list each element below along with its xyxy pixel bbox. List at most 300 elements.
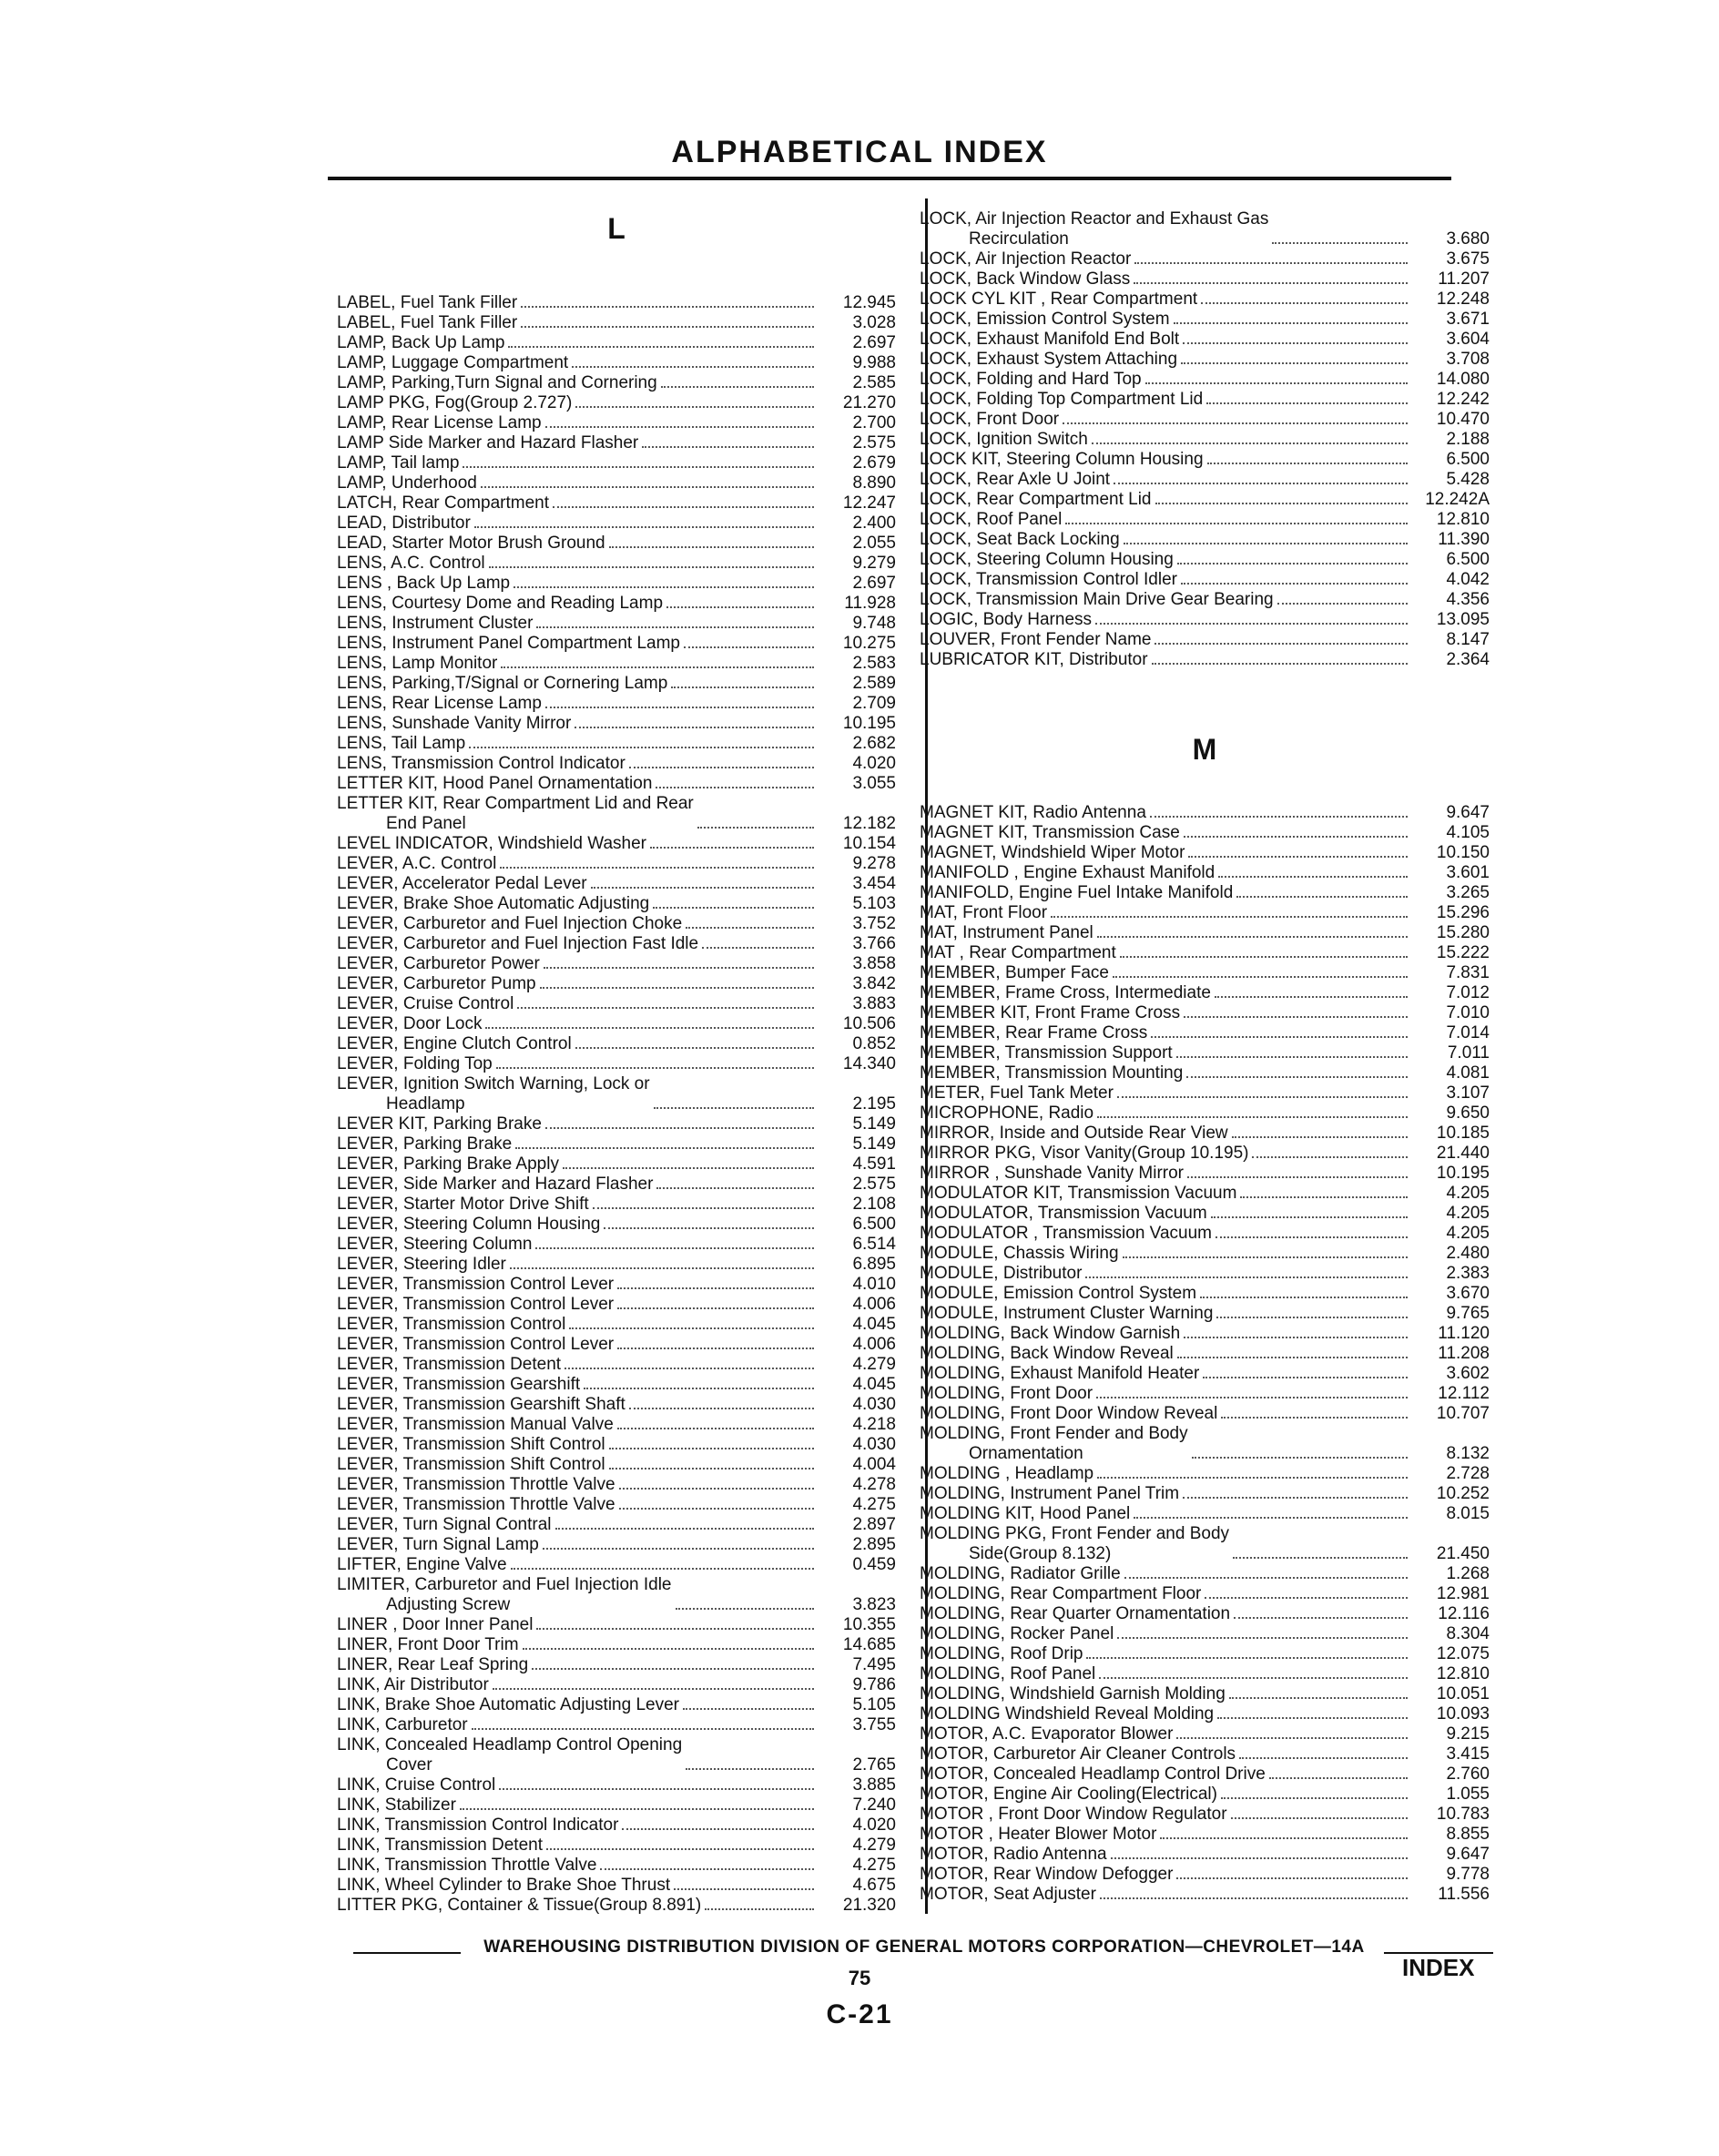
leader-dots (584, 1388, 814, 1389)
index-entry (337, 974, 896, 994)
leader-dots (1217, 1717, 1408, 1719)
entry-label: LAMP, Rear License Lamp (337, 413, 542, 432)
leader-dots (511, 1568, 814, 1570)
right-column (920, 209, 1490, 1905)
index-entry (920, 943, 1490, 963)
index-entry (337, 473, 896, 493)
index-entry (920, 1063, 1490, 1083)
index-entry (920, 1584, 1490, 1604)
leader-dots (656, 787, 814, 788)
entry-number: 11.556 (1438, 1885, 1490, 1904)
entry-number: 7.240 (852, 1795, 896, 1815)
leader-dots (545, 426, 814, 428)
leader-dots (619, 1508, 814, 1510)
entry-label: MODULE, Emission Control System (920, 1284, 1197, 1303)
leader-dots (1183, 1497, 1408, 1499)
entry-label: LEAD, Distributor (337, 514, 471, 533)
entry-number: 21.270 (842, 393, 896, 412)
entry-number: 4.030 (852, 1435, 896, 1454)
entry-label: LOCK KIT, Steering Column Housing (920, 450, 1204, 469)
index-entry (920, 1564, 1490, 1584)
entry-label: LAMP, Parking,Turn Signal and Cornering (337, 373, 657, 392)
index-entry (337, 1715, 896, 1735)
entry-number: 4.004 (852, 1455, 896, 1474)
entry-number: 7.010 (1446, 1003, 1490, 1022)
index-entry (920, 963, 1490, 983)
leader-dots (545, 1127, 814, 1129)
index-entry (337, 1215, 896, 1235)
entry-number: 10.150 (1436, 843, 1490, 862)
entry-number: 12.248 (1436, 290, 1490, 309)
entry-label-line2: Side(Group 8.132) (969, 1544, 1112, 1563)
index-entry (337, 1235, 896, 1255)
entry-label: LEVER, Transmission Gearshift (337, 1375, 581, 1394)
entry-label: LINK, Transmission Detent (337, 1836, 543, 1855)
entry-label: LEVER, Parking Brake (337, 1134, 513, 1154)
entry-number: 2.195 (852, 1094, 896, 1114)
entry-label: MAGNET KIT, Transmission Case (920, 823, 1180, 842)
entry-label: MODULE, Chassis Wiring (920, 1244, 1119, 1263)
leader-dots (1200, 1297, 1408, 1298)
leader-dots (1184, 836, 1408, 838)
leader-dots (572, 366, 814, 368)
entry-number: 12.810 (1436, 1664, 1490, 1683)
leader-dots (1111, 1857, 1408, 1859)
leader-dots (1211, 1216, 1408, 1218)
entry-label: LOCK, Transmission Control Idler (920, 570, 1177, 589)
entry-number: 12.116 (1438, 1604, 1490, 1623)
index-entry (920, 1384, 1490, 1404)
index-entry (337, 614, 896, 634)
entry-number: 14.340 (842, 1054, 896, 1073)
index-entry (920, 1244, 1490, 1264)
entry-label: LEVER, Steering Column (337, 1235, 533, 1254)
index-entry (920, 1324, 1490, 1344)
index-entry (920, 350, 1490, 370)
leader-dots (1120, 956, 1408, 958)
index-entry (920, 1184, 1490, 1204)
entry-number: 9.786 (852, 1675, 896, 1694)
index-entry (337, 894, 896, 914)
entry-label: LINK, Air Distributor (337, 1675, 489, 1694)
entry-label: LABEL, Fuel Tank Filler (337, 293, 518, 312)
index-entry (337, 493, 896, 514)
index-entry (337, 1195, 896, 1215)
index-entry (920, 490, 1490, 510)
entry-label: MIRROR , Sunshade Vanity Mirror (920, 1164, 1185, 1183)
leader-dots (676, 1608, 814, 1610)
leader-dots (565, 1368, 814, 1369)
entry-label: MAT, Instrument Panel (920, 923, 1093, 942)
entry-label: MOTOR, Seat Adjuster (920, 1885, 1096, 1904)
entry-label: LEVER, Transmission Throttle Valve (337, 1475, 615, 1494)
index-entry (920, 1624, 1490, 1644)
index-entry (920, 1304, 1490, 1324)
page-title: ALPHABETICAL INDEX (671, 135, 1048, 169)
entry-label: LAMP, Underhood (337, 473, 477, 493)
leader-dots (474, 526, 814, 528)
index-entry (337, 1876, 896, 1896)
entry-label (337, 1074, 650, 1114)
leader-dots (521, 306, 814, 308)
leader-dots (1152, 663, 1408, 665)
index-entry (920, 390, 1490, 410)
index-entry (920, 630, 1490, 650)
entry-number: 10.783 (1436, 1805, 1490, 1824)
entry-label: MOTOR, Radio Antenna (920, 1845, 1107, 1864)
index-entry (920, 803, 1490, 823)
leader-dots (674, 1888, 814, 1890)
entry-label: MOTOR , Heater Blower Motor (920, 1825, 1157, 1844)
index-entry (337, 1034, 896, 1054)
entry-number: 4.006 (852, 1335, 896, 1354)
entry-label-line2: Adjusting Screw (386, 1595, 511, 1614)
entry-number: 4.205 (1446, 1204, 1490, 1223)
entry-label: LEVER, Steering Idler (337, 1255, 506, 1274)
entry-label: MODULATOR , Transmission Vacuum (920, 1224, 1212, 1243)
entry-number: 10.195 (842, 714, 896, 733)
entry-label: LINK, Transmission Throttle Valve (337, 1856, 597, 1875)
index-entry (337, 794, 896, 834)
index-entry (920, 430, 1490, 450)
entry-label: MAT , Rear Compartment (920, 943, 1116, 962)
entry-label: LEVER, A.C. Control (337, 854, 497, 873)
entry-label: LEVER KIT, Parking Brake (337, 1114, 542, 1134)
entry-label (337, 794, 694, 834)
entry-number: 11.390 (1438, 530, 1490, 549)
entry-label: MOLDING, Back Window Reveal (920, 1344, 1174, 1363)
entry-label: LENS, Tail Lamp (337, 734, 466, 753)
index-entry (337, 1014, 896, 1034)
index-entry (920, 1744, 1490, 1764)
index-entry (337, 1615, 896, 1635)
entry-label: LIFTER, Engine Valve (337, 1555, 507, 1574)
entry-label: LEVER, Cruise Control (337, 994, 514, 1013)
leader-dots (705, 1908, 814, 1910)
index-entry (337, 1856, 896, 1876)
entry-label: LOCK, Ignition Switch (920, 430, 1088, 449)
entry-number: 10.506 (842, 1014, 896, 1033)
entry-number: 3.028 (852, 313, 896, 332)
entry-label: LEVER, Transmission Control Lever (337, 1275, 615, 1294)
index-entry (337, 1114, 896, 1134)
entry-label: LINK, Wheel Cylinder to Brake Shoe Thrust (337, 1876, 671, 1895)
leader-dots (1201, 302, 1408, 304)
leader-dots (1174, 322, 1408, 324)
index-entry (337, 353, 896, 373)
index-list-right-m (920, 803, 1490, 1905)
entry-label: MOLDING, Instrument Panel Trim (920, 1484, 1180, 1503)
leader-dots (609, 1448, 814, 1449)
entry-number: 2.589 (852, 674, 896, 693)
entry-label: LEVEL INDICATOR, Windshield Washer (337, 834, 646, 853)
leader-dots (671, 686, 814, 688)
entry-number: 4.105 (1446, 823, 1490, 842)
entry-label: MEMBER, Frame Cross, Intermediate (920, 983, 1211, 1002)
entry-number: 4.020 (852, 754, 896, 773)
leader-dots (517, 1007, 814, 1009)
entry-number: 3.671 (1446, 310, 1490, 329)
leader-dots (1134, 1517, 1408, 1519)
leader-dots (544, 967, 814, 969)
leader-dots (1192, 1457, 1408, 1459)
entry-label: LETTER KIT, Hood Panel Ornamentation (337, 774, 653, 793)
entry-label: LENS, Transmission Control Indicator (337, 754, 626, 773)
index-entry (337, 1255, 896, 1275)
entry-number: 9.748 (852, 614, 896, 633)
leader-dots (1123, 1256, 1408, 1258)
entry-number: 10.093 (1436, 1704, 1490, 1724)
entry-label-line1: LEVER, Ignition Switch Warning, Lock or (337, 1074, 650, 1093)
entry-label: LEVER, Transmission Throttle Valve (337, 1495, 615, 1514)
entry-label: LOCK, Air Injection Reactor (920, 249, 1132, 269)
entry-label: MODULE, Instrument Cluster Warning (920, 1304, 1214, 1323)
entry-label: LEVER, Folding Top (337, 1054, 493, 1073)
leader-dots (617, 1307, 814, 1309)
entry-number: 0.459 (852, 1555, 896, 1574)
entry-number: 10.195 (1436, 1164, 1490, 1183)
entry-number: 3.858 (852, 954, 896, 973)
entry-label: LEVER, Engine Clutch Control (337, 1034, 572, 1053)
leader-dots (617, 1428, 814, 1429)
section-code: C-21 (826, 1999, 893, 2029)
leader-dots (569, 1327, 814, 1329)
leader-dots (496, 1067, 814, 1069)
entry-number: 12.945 (842, 293, 896, 312)
leader-dots (1252, 1156, 1408, 1158)
entry-label: LEVER, Transmission Shift Control (337, 1435, 605, 1454)
index-entry (920, 530, 1490, 550)
index-entry (920, 863, 1490, 883)
leader-dots (1117, 1637, 1408, 1639)
index-entry (337, 774, 896, 794)
entry-number: 9.647 (1446, 803, 1490, 822)
leader-dots (493, 1688, 814, 1690)
entry-number: 12.242A (1425, 490, 1490, 509)
index-entry (920, 823, 1490, 843)
entry-label: LENS, Rear License Lamp (337, 694, 542, 713)
leader-dots (1097, 1477, 1408, 1479)
leader-dots (622, 1828, 814, 1830)
index-entry (337, 1054, 896, 1074)
entry-number: 15.280 (1436, 923, 1490, 942)
leader-dots (1114, 483, 1408, 484)
entry-label-line1: LINK, Concealed Headlamp Control Opening (337, 1735, 683, 1754)
index-entry (920, 1764, 1490, 1785)
leader-dots (1221, 1417, 1408, 1419)
index-entry (920, 1724, 1490, 1744)
leader-dots (1124, 1577, 1408, 1579)
entry-number: 4.218 (852, 1415, 896, 1434)
index-entry (337, 674, 896, 694)
index-entry (920, 1845, 1490, 1865)
entry-label (337, 1735, 682, 1775)
entry-number: 7.014 (1446, 1023, 1490, 1042)
entry-label: MODULATOR, Transmission Vacuum (920, 1204, 1207, 1223)
entry-number: 1.055 (1446, 1785, 1490, 1804)
leader-dots (1097, 936, 1408, 938)
index-entry (920, 903, 1490, 923)
entry-label: MOLDING, Exhaust Manifold Heater (920, 1364, 1200, 1383)
leader-dots (460, 1808, 814, 1810)
entry-number: 2.760 (1446, 1764, 1490, 1784)
entry-number: 3.883 (852, 994, 896, 1013)
entry-number: 10.051 (1436, 1684, 1490, 1703)
entry-number: 2.364 (1446, 650, 1490, 669)
leader-dots (642, 446, 814, 448)
index-entry (337, 1775, 896, 1795)
entry-number: 8.015 (1446, 1504, 1490, 1523)
leader-dots (514, 586, 814, 588)
leader-dots (1188, 856, 1408, 858)
index-entry (337, 373, 896, 393)
leader-dots (650, 847, 814, 849)
entry-label: LENS, Courtesy Dome and Reading Lamp (337, 594, 664, 613)
leader-dots (629, 1408, 814, 1409)
index-entry (337, 574, 896, 594)
index-entry (920, 209, 1490, 249)
entry-label: LINK, Carburetor (337, 1715, 468, 1734)
entry-number: 2.682 (852, 734, 896, 753)
entry-label: LOCK, Steering Column Housing (920, 550, 1174, 569)
index-entry (337, 453, 896, 473)
leader-dots (653, 907, 814, 909)
entry-number: 6.500 (1446, 450, 1490, 469)
entry-label: LAMP Side Marker and Hazard Flasher (337, 433, 639, 453)
entry-label: MICROPHONE, Radio (920, 1103, 1094, 1123)
index-entry (920, 1644, 1490, 1664)
leader-dots (1145, 382, 1408, 384)
leader-dots (629, 767, 814, 768)
entry-number: 13.095 (1436, 610, 1490, 629)
entry-label: LEVER, Transmission Shift Control (337, 1455, 605, 1474)
entry-number: 10.252 (1436, 1484, 1490, 1503)
leader-dots (1113, 976, 1408, 978)
entry-number: 8.132 (1446, 1444, 1490, 1463)
index-entry (337, 694, 896, 714)
entry-number: 4.275 (852, 1856, 896, 1875)
entry-number: 7.012 (1446, 983, 1490, 1002)
entry-label (920, 209, 1268, 249)
leader-dots (1095, 623, 1408, 625)
entry-number: 5.428 (1446, 470, 1490, 489)
entry-label: MOLDING KIT, Hood Panel (920, 1504, 1131, 1523)
leader-dots (1272, 242, 1408, 244)
leader-dots (1206, 402, 1408, 404)
entry-number: 2.575 (852, 433, 896, 453)
entry-label: LOCK, Exhaust System Attaching (920, 350, 1178, 369)
entry-number: 21.320 (842, 1896, 896, 1915)
entry-number: 4.030 (852, 1395, 896, 1414)
entry-label: MOTOR, Engine Air Cooling(Electrical) (920, 1785, 1217, 1804)
entry-number: 12.247 (842, 493, 896, 513)
index-entry (337, 1395, 896, 1415)
leader-dots (508, 346, 814, 348)
leader-dots (1155, 503, 1409, 504)
leader-dots (609, 1468, 814, 1470)
entry-number: 8.855 (1446, 1825, 1490, 1844)
entry-label: LEVER, Carburetor and Fuel Injection Choke (337, 914, 683, 933)
index-entry (920, 1865, 1490, 1885)
index-entry (920, 1464, 1490, 1484)
entry-number: 4.275 (852, 1495, 896, 1514)
entry-number: 10.275 (842, 634, 896, 653)
leader-dots (656, 1187, 814, 1189)
leader-dots (617, 1348, 814, 1349)
index-entry (920, 1604, 1490, 1624)
entry-label: LEAD, Starter Motor Brush Ground (337, 534, 605, 553)
index-entry (337, 634, 896, 654)
section-letter-m: M (1192, 733, 1217, 766)
entry-number: 4.205 (1446, 1224, 1490, 1243)
leader-dots (1117, 1096, 1408, 1098)
entry-label: LEVER, Carburetor Pump (337, 974, 536, 993)
entry-label: LOGIC, Body Harness (920, 610, 1093, 629)
index-entry (920, 1404, 1490, 1424)
entry-number: 3.670 (1446, 1284, 1490, 1303)
entry-number: 9.279 (852, 554, 896, 573)
entry-number: 2.728 (1446, 1464, 1490, 1483)
leader-dots (485, 1027, 814, 1029)
leader-dots (1205, 1597, 1408, 1599)
leader-dots (521, 326, 814, 328)
leader-dots (575, 1047, 814, 1049)
leader-dots (469, 747, 814, 748)
index-entry (920, 1364, 1490, 1384)
leader-dots (481, 486, 814, 488)
index-entry (920, 1164, 1490, 1184)
entry-label: MANIFOLD , Engine Exhaust Manifold (920, 863, 1216, 882)
entry-number: 12.810 (1436, 510, 1490, 529)
leader-dots (545, 707, 814, 708)
leader-dots (1181, 583, 1408, 585)
entry-label: LAMP, Luggage Compartment (337, 353, 569, 372)
entry-label: LENS, Lamp Monitor (337, 654, 498, 673)
index-entry (920, 1785, 1490, 1805)
leader-dots (1207, 463, 1408, 464)
index-entry (337, 1475, 896, 1495)
entry-label: LEVER, Carburetor Power (337, 954, 540, 973)
entry-number: 11.120 (1438, 1324, 1490, 1343)
index-entry (337, 1295, 896, 1315)
leader-dots (686, 927, 814, 929)
entry-label: LOCK CYL KIT , Rear Compartment (920, 290, 1198, 309)
index-entry (337, 1815, 896, 1836)
leader-dots (463, 466, 814, 468)
entry-number: 3.885 (852, 1775, 896, 1795)
leader-dots (1277, 603, 1408, 605)
leader-dots (536, 1628, 814, 1630)
index-entry (337, 1355, 896, 1375)
index-entry (337, 393, 896, 413)
index-entry (337, 433, 896, 453)
index-entry (337, 293, 896, 313)
leader-dots (666, 606, 814, 608)
leader-dots (619, 1488, 814, 1490)
entry-label: LEVER, Carburetor and Fuel Injection Fast Idle (337, 934, 699, 953)
index-entry (337, 914, 896, 934)
leader-dots (1160, 1837, 1408, 1839)
index-entry (337, 1655, 896, 1675)
entry-number: 4.279 (852, 1836, 896, 1855)
entry-number: 14.685 (842, 1635, 896, 1654)
entry-number: 2.383 (1446, 1264, 1490, 1283)
leader-dots (1269, 1777, 1408, 1779)
entry-number: 3.766 (852, 934, 896, 953)
index-entry (337, 954, 896, 974)
index-entry (337, 1074, 896, 1114)
index-entry (920, 1664, 1490, 1684)
